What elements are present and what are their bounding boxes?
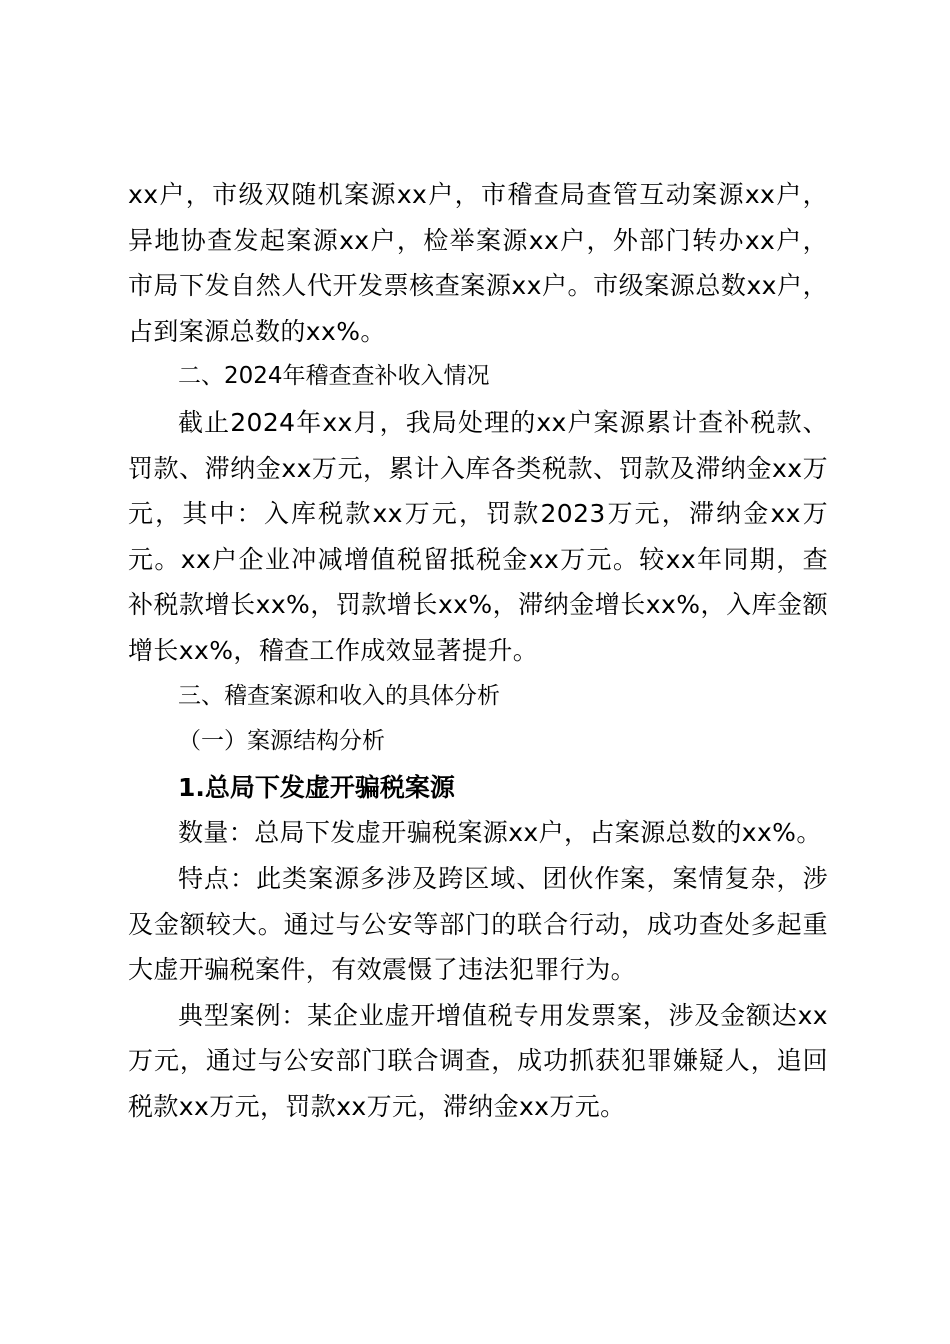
section-heading-2024-revenue: 二、2024年稽查查补收入情况	[178, 363, 490, 390]
paragraph-typical-case: 典型案例：某企业虚开增值税专用发票案，涉及金额达xx万元，通过与公安部门联合调查，成功抓获犯罪嫌疑人，追回税款xx万元，罚款xx万元，滞纳金xx万元。	[128, 1000, 828, 1121]
item-heading-fraud-cases: 1.总局下发虚开骗税案源	[178, 772, 455, 802]
document-body	[128, 172, 828, 1129]
paragraph-case-source-counts: xx户，市级双随机案源xx户，市稽查局查管互动案源xx户，异地协查发起案源xx户，检举案源xx户，外部门转办xx户，市局下发自然人代开发票核查案源xx户。市级案源总数xx户，占到案源总数的xx%。	[128, 180, 828, 346]
subsection-heading-structure: （一）案源结构分析	[178, 728, 385, 755]
paragraph-revenue-summary: 截止2024年xx月，我局处理的xx户案源累计查补税款、罚款、滞纳金xx万元，累计入库各类税款、罚款及滞纳金xx万元，其中：入库税款xx万元，罚款2023万元，滞纳金xx万元。xx户企业冲减增值税留抵税金xx万元。较xx年同期，查补税款增长xx%，罚款增长xx%，滞纳金增长xx%，入库金额增长xx%，稽查工作成效显著提升。	[128, 407, 828, 665]
section-heading-analysis: 三、稽查案源和收入的具体分析	[178, 682, 500, 709]
paragraph-quantity: 数量：总局下发虚开骗税案源xx户，占案源总数的xx%。	[178, 818, 822, 848]
paragraph-characteristics: 特点：此类案源多涉及跨区域、团伙作案，案情复杂，涉及金额较大。通过与公安等部门的联合行动，成功查处多起重大虚开骗税案件，有效震慑了违法犯罪行为。	[128, 863, 828, 985]
